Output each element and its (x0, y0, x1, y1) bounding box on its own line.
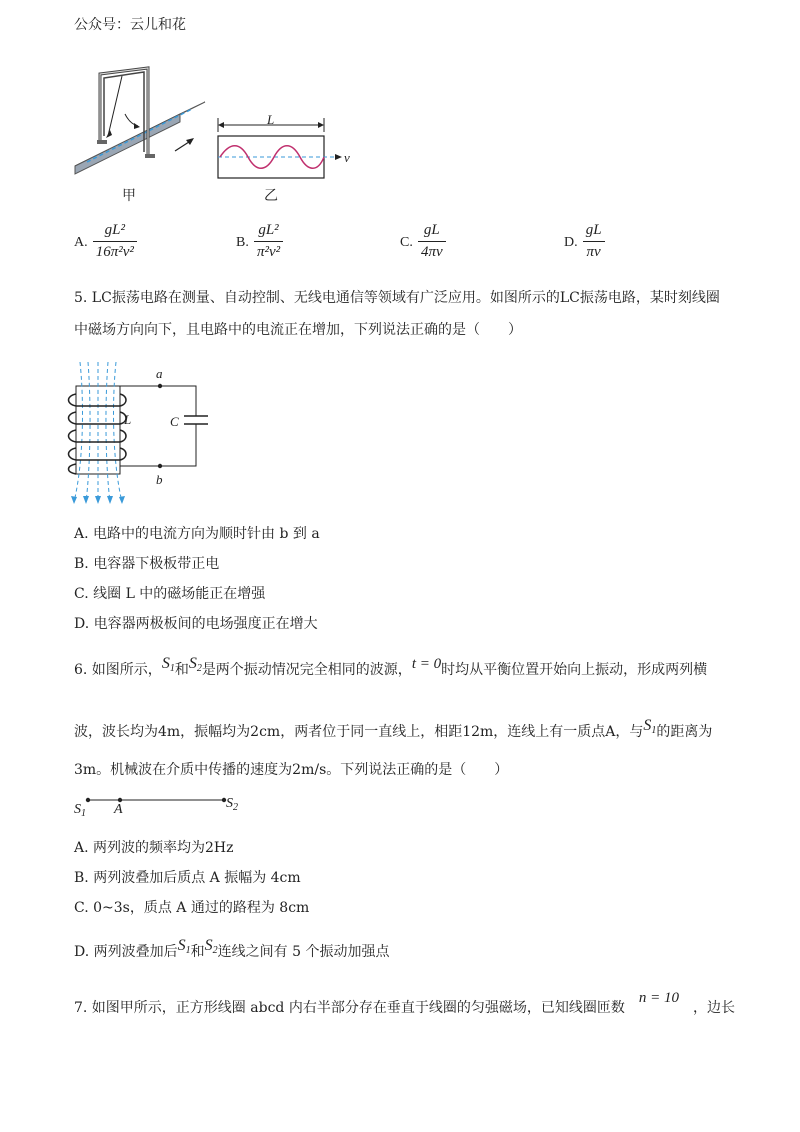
line-label-a: A (114, 802, 123, 817)
q5-option-c[interactable]: C. 线圈 L 中的磁场能正在增强 (74, 586, 266, 602)
figure-jia (70, 66, 210, 184)
q4-option-b-fraction: $\frac{\text{gL²}}{\text{π²v²}}$ (254, 222, 283, 261)
q6-stem-line3: 3m。机械波在介质中传播的速度为2m/s。下列说法正确的是（ ） (74, 762, 509, 778)
circuit-label-C: C (170, 414, 179, 429)
q5-stem-line2: 中磁场方向向下，且电路中的电流正在增加，下列说法正确的是（ ） (74, 322, 522, 338)
circuit-label-b: b (156, 472, 163, 487)
q6-option-a[interactable]: A. 两列波的频率均为2Hz (74, 840, 234, 856)
q4-option-c[interactable]: C. $\frac{gL}{4\pi v}$ (400, 222, 446, 261)
line-label-s2: $S_2$ (226, 796, 238, 813)
circuit-label-a: a (156, 366, 163, 381)
q6-stem-line1: 6. 如图所示，$S_1$和$S_2$是两个振动情况完全相同的波源，t = 0时均从平衡位置开始向上振动，形成两列横 (74, 655, 708, 678)
q6-option-d[interactable]: D. 两列波叠加后$S_1$和$S_2$连线之间有 5 个振动加强点 (74, 937, 390, 960)
figure-jia-label: 甲 (122, 188, 136, 204)
figure-yi-v: v (344, 150, 350, 165)
q5-stem-line1: 5. LC振荡电路在测量、自动控制、无线电通信等领域有广泛应用。如图所示的LC振荡电路，某时刻线圈 (74, 290, 720, 306)
header-account: 公众号：云儿和花 (74, 17, 186, 33)
q4-option-d-fraction: $\frac{gL}{\pi v}$ (583, 222, 605, 261)
figure-yi-label: 乙 (264, 188, 278, 204)
circuit-label-L: L (124, 412, 132, 427)
q6-option-b[interactable]: B. 两列波叠加后质点 A 振幅为 4cm (74, 870, 301, 886)
q5-option-a[interactable]: A. 电路中的电流方向为顺时针由 b 到 a (74, 526, 320, 542)
q7-stem-line1: 7. 如图甲所示，正方形线圈 abcd 内右半部分存在垂直于线圈的匀强磁场，已知线圈匝数n = 10，边长 (74, 990, 735, 1016)
q5-option-d[interactable]: D. 电容器两极板间的电场强度正在增大 (74, 616, 318, 632)
q4-option-c-fraction: $\frac{gL}{4\pi v}$ (418, 222, 446, 261)
q4-option-a-fraction: $\frac{\text{gL²}}{\text{16π²v²}}$ (93, 222, 137, 261)
q4-option-b[interactable]: B. $\frac{\text{gL²}}{\text{π²v²}}$ (236, 222, 283, 261)
lc-circuit-diagram (64, 360, 224, 510)
q4-option-a[interactable]: A. $\frac{\text{gL²}}{\text{16π²v²}}$ (74, 222, 137, 261)
figure-yi (212, 112, 362, 184)
q5-option-b[interactable]: B. 电容器下极板带正电 (74, 556, 220, 572)
figure-yi-L: L (267, 112, 275, 127)
q4-option-d[interactable]: D. $\frac{gL}{\pi v}$ (564, 222, 605, 261)
wave-source-line (80, 794, 230, 806)
line-label-s1: $S_1$ (74, 802, 86, 819)
q6-option-c[interactable]: C. 0~3s，质点 A 通过的路程为 8cm (74, 900, 310, 916)
q6-stem-line2: 波，波长均为4m，振幅均为2cm，两者位于同一直线上，相距12m，连线上有一质点A，与$S_1$的距离为 (74, 717, 713, 740)
